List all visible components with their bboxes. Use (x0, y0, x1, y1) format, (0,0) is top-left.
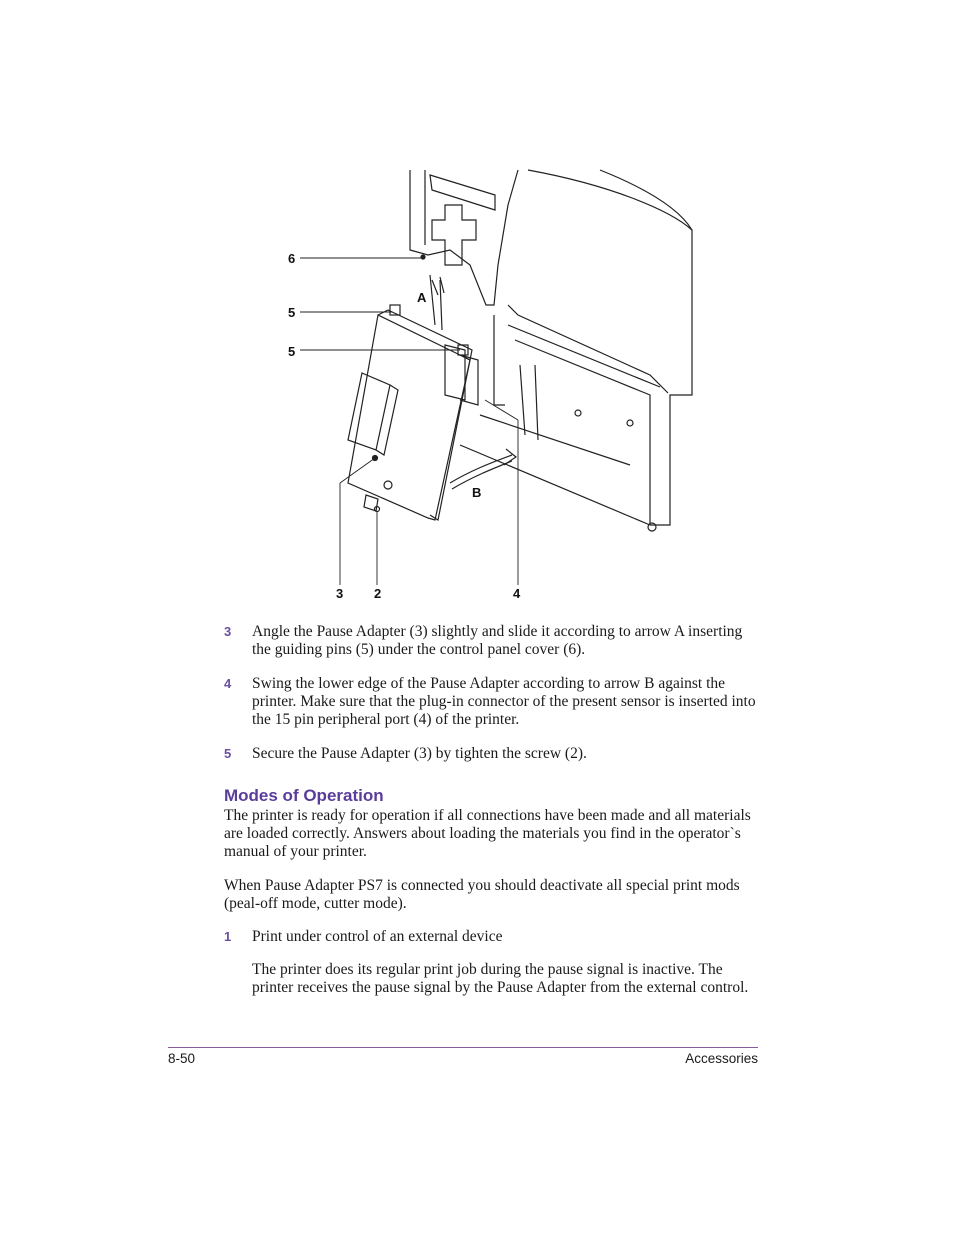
chapter-title: Accessories (685, 1051, 758, 1066)
step-text: Swing the lower edge of the Pause Adapter according to arrow B against the printer. Make sure that the plug-in connector of the present sensor is inserted into the 15 pin peripheral port (4) of the printer. (252, 675, 756, 728)
callout-4: 4 (513, 586, 521, 601)
page-number: 8-50 (168, 1051, 196, 1066)
item-text: Print under control of an external device (252, 928, 503, 945)
mode-item-1-detail: The printer does its regular print job during the pause signal is inactive. The printer receives the pause signal by the Pause Adapter from the external control. (252, 961, 749, 996)
callout-5-lower: 5 (288, 344, 296, 359)
pause-adapter-illustration (280, 165, 700, 610)
section-heading: Modes of Operation (224, 786, 384, 805)
step-3 (224, 623, 764, 659)
item-number: 1 (224, 929, 232, 944)
callout-arrow-b: B (472, 485, 482, 500)
step-number: 4 (224, 676, 232, 691)
callout-2: 2 (374, 586, 382, 601)
footer-rule (168, 1047, 758, 1048)
step-number: 3 (224, 624, 232, 639)
paragraph-deactivate: When Pause Adapter PS7 is connected you should deactivate all special print mods (peal-off mode, cutter mode). (224, 877, 740, 912)
step-text: Angle the Pause Adapter (3) slightly and slide it according to arrow A inserting the guiding pins (5) under the control panel cover (6). (252, 623, 743, 658)
paragraph-ready: The printer is ready for operation if all connections have been made and all materials are loaded correctly. Answers about loading the materials you find in the operator`s manual of your printer. (224, 807, 751, 860)
step-5 (224, 745, 764, 763)
mode-item-1 (224, 928, 764, 946)
callout-3: 3 (336, 586, 344, 601)
step-number: 5 (224, 746, 232, 761)
step-text: Secure the Pause Adapter (3) by tighten the screw (2). (252, 745, 587, 762)
illustration-svg (280, 165, 700, 610)
callout-arrow-a: A (417, 290, 427, 305)
callout-6: 6 (288, 251, 296, 266)
callout-5-upper: 5 (288, 305, 296, 320)
step-4 (224, 675, 764, 729)
